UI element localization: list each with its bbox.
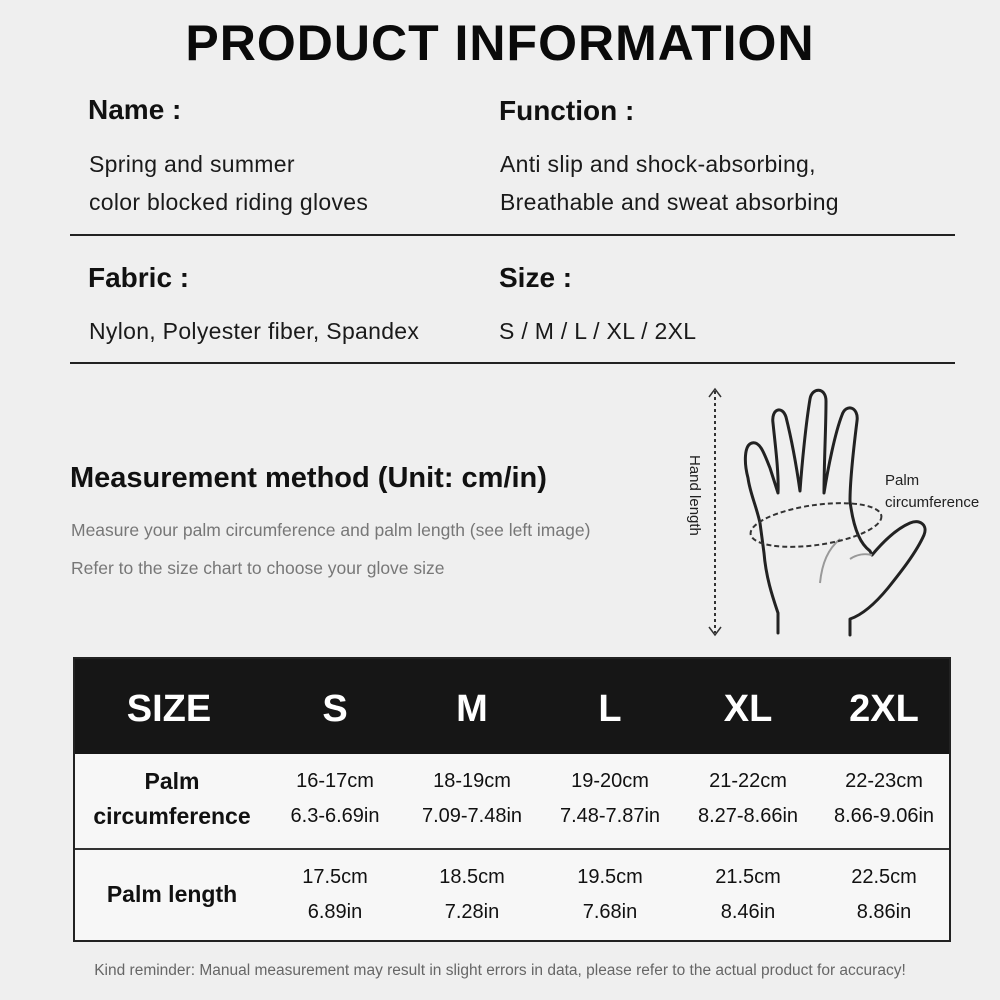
size-column-l: L xyxy=(598,688,622,730)
palm-circ-in-s: 6.3-6.69in xyxy=(290,805,380,827)
palm-length-row-label: Palm length xyxy=(106,881,238,907)
page-title: PRODUCT INFORMATION xyxy=(185,15,815,71)
palm-length-cm-m: 18.5cm xyxy=(439,866,505,888)
name-value-line1: Spring and summer xyxy=(89,151,295,177)
size-column-2xl: 2XL xyxy=(849,688,919,730)
palm-length-in-2xl: 8.86in xyxy=(856,901,912,923)
palm-circ-in-xl: 8.27-8.66in xyxy=(697,805,799,827)
divider xyxy=(70,234,955,236)
measurement-method-title: Measurement method (Unit: cm/in) xyxy=(70,462,547,494)
row-divider xyxy=(75,848,949,850)
function-value-line1: Anti slip and shock-absorbing, xyxy=(500,151,816,177)
palm-length-in-m: 7.28in xyxy=(444,901,500,923)
palm-circ-cm-s: 16-17cm xyxy=(296,770,374,792)
measurement-hint-1: Measure your palm circumference and palm length (see left image) xyxy=(71,520,591,540)
function-value-line2: Breathable and sweat absorbing xyxy=(500,189,839,215)
palm-length-cm-s: 17.5cm xyxy=(302,866,368,888)
palm-label-line2: circumference xyxy=(885,494,980,511)
fabric-value: Nylon, Polyester fiber, Spandex xyxy=(89,318,420,344)
name-label: Name : xyxy=(88,94,182,125)
function-label: Function : xyxy=(499,95,635,126)
palm-circ-cm-l: 19-20cm xyxy=(571,770,649,792)
palm-length-in-xl: 8.46in xyxy=(720,901,776,923)
size-label: Size : xyxy=(499,262,573,293)
divider xyxy=(70,362,955,364)
palm-circ-in-m: 7.09-7.48in xyxy=(421,805,523,827)
size-header-label: SIZE xyxy=(126,688,212,730)
palm-circ-in-l: 7.48-7.87in xyxy=(559,805,661,827)
palm-length-in-l: 7.68in xyxy=(582,901,638,923)
kind-reminder-footer: Kind reminder: Manual measurement may result in slight errors in data, please refer to the actual product for accuracy! xyxy=(94,962,906,979)
measurement-hint-2: Refer to the size chart to choose your glove size xyxy=(71,558,445,578)
size-column-xl: XL xyxy=(723,688,773,730)
palm-circumference-row-label-line2: circumference xyxy=(93,803,251,829)
hand-measurement-diagram xyxy=(678,383,1000,643)
size-column-m: M xyxy=(456,688,488,730)
fabric-label: Fabric : xyxy=(88,262,190,293)
palm-circ-cm-m: 18-19cm xyxy=(433,770,511,792)
palm-length-cm-2xl: 22.5cm xyxy=(851,866,917,888)
palm-circ-cm-2xl: 22-23cm xyxy=(845,770,923,792)
name-value-line2: color blocked riding gloves xyxy=(89,189,369,215)
size-chart-table xyxy=(73,657,951,942)
palm-circ-in-2xl: 8.66-9.06in xyxy=(833,805,935,827)
palm-length-in-s: 6.89in xyxy=(307,901,363,923)
size-column-s: S xyxy=(322,688,348,730)
size-value: S / M / L / XL / 2XL xyxy=(499,318,697,344)
hand-length-label: Hand length xyxy=(686,455,703,536)
palm-circ-cm-xl: 21-22cm xyxy=(709,770,787,792)
palm-length-cm-xl: 21.5cm xyxy=(715,866,781,888)
palm-length-cm-l: 19.5cm xyxy=(577,866,643,888)
size-chart-header xyxy=(75,659,949,754)
palm-label-line1: Palm xyxy=(885,472,920,489)
palm-circumference-row-label-line1: Palm xyxy=(144,768,200,794)
